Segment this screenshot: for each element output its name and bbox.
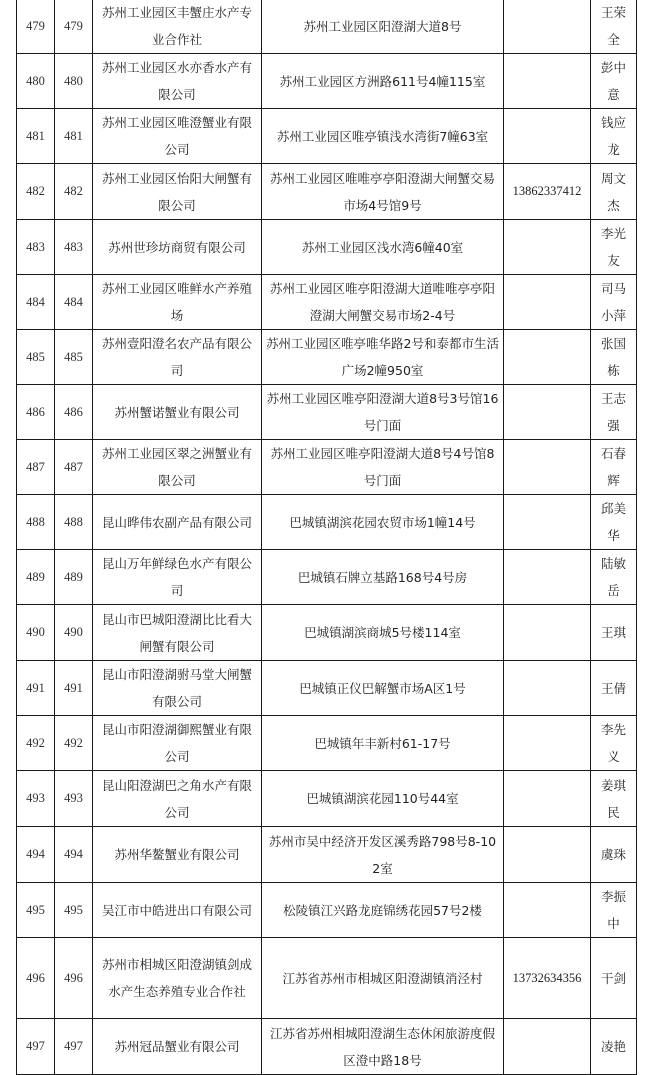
address-cell: 苏州工业园区阳澄湖大道8号 [262, 0, 504, 54]
contact-name-cell: 王荣全 [591, 0, 637, 54]
company-name-cell: 苏州壹阳澄名农产品有限公司 [93, 330, 262, 385]
phone-cell [504, 550, 591, 605]
phone-cell [504, 883, 591, 938]
contact-name-cell: 李振中 [591, 883, 637, 938]
row-seq-cell: 486 [17, 385, 55, 440]
row-seq-cell: 483 [17, 220, 55, 275]
company-name-cell: 苏州华鳌蟹业有限公司 [93, 827, 262, 883]
contact-name-cell: 张国栋 [591, 330, 637, 385]
contact-name-cell: 邱美华 [591, 495, 637, 550]
table-row [17, 827, 637, 883]
company-name-cell: 昆山市巴城阳澄湖比比看大闸蟹有限公司 [93, 605, 262, 661]
address-cell: 苏州工业园区唯唯亭亭阳澄湖大闸蟹交易市场4号馆9号 [262, 164, 504, 220]
enterprise-table [16, 0, 637, 1075]
row-seq-cell: 495 [17, 883, 55, 938]
table-row [17, 0, 637, 54]
contact-name-cell: 凌艳 [591, 1019, 637, 1075]
phone-cell [504, 54, 591, 109]
row-seq-cell: 489 [17, 550, 55, 605]
table-row [17, 716, 637, 771]
address-cell: 巴城镇湖滨花园110号44室 [262, 771, 504, 827]
table-row [17, 661, 637, 716]
address-cell: 苏州工业园区唯亭阳澄湖大道8号4号馆8号门面 [262, 440, 504, 495]
contact-name-cell: 钱应龙 [591, 109, 637, 164]
contact-name-cell: 彭中意 [591, 54, 637, 109]
phone-cell [504, 330, 591, 385]
row-id-cell: 488 [55, 495, 93, 550]
phone-cell [504, 661, 591, 716]
company-name-cell: 苏州工业园区水亦香水产有限公司 [93, 54, 262, 109]
company-name-cell: 苏州工业园区翠之洲蟹业有限公司 [93, 440, 262, 495]
table-row [17, 109, 637, 164]
company-name-cell: 昆山阳澄湖巴之角水产有限公司 [93, 771, 262, 827]
row-seq-cell: 491 [17, 661, 55, 716]
row-id-cell: 496 [55, 938, 93, 1019]
contact-name-cell: 王倩 [591, 661, 637, 716]
table-row [17, 883, 637, 938]
row-id-cell: 490 [55, 605, 93, 661]
company-name-cell: 苏州工业园区唯鲜水产养殖场 [93, 275, 262, 330]
row-id-cell: 485 [55, 330, 93, 385]
row-seq-cell: 497 [17, 1019, 55, 1075]
table-row [17, 220, 637, 275]
contact-name-cell: 干剑 [591, 938, 637, 1019]
company-name-cell: 吴江市中皓进出口有限公司 [93, 883, 262, 938]
address-cell: 苏州工业园区唯亭阳澄湖大道8号3号馆16号门面 [262, 385, 504, 440]
row-seq-cell: 488 [17, 495, 55, 550]
row-seq-cell: 480 [17, 54, 55, 109]
contact-name-cell: 王琪 [591, 605, 637, 661]
address-cell: 苏州工业园区唯亭唯华路2号和泰都市生活广场2幢950室 [262, 330, 504, 385]
table-row [17, 330, 637, 385]
row-id-cell: 494 [55, 827, 93, 883]
company-name-cell: 苏州世珍坊商贸有限公司 [93, 220, 262, 275]
row-id-cell: 479 [55, 0, 93, 54]
company-name-cell: 苏州工业园区唯澄蟹业有限公司 [93, 109, 262, 164]
company-name-cell: 苏州市相城区阳澄湖镇剑成水产生态养殖专业合作社 [93, 938, 262, 1019]
table-row [17, 440, 637, 495]
phone-cell [504, 220, 591, 275]
address-cell: 苏州工业园区浅水湾6幢40室 [262, 220, 504, 275]
row-id-cell: 492 [55, 716, 93, 771]
phone-cell [504, 771, 591, 827]
row-id-cell: 480 [55, 54, 93, 109]
row-id-cell: 495 [55, 883, 93, 938]
contact-name-cell: 虞珠 [591, 827, 637, 883]
company-name-cell: 昆山市阳澄湖驸马堂大闸蟹有限公司 [93, 661, 262, 716]
row-seq-cell: 490 [17, 605, 55, 661]
contact-name-cell: 李先义 [591, 716, 637, 771]
phone-cell [504, 495, 591, 550]
row-seq-cell: 485 [17, 330, 55, 385]
phone-cell: 13732634356 [504, 938, 591, 1019]
contact-name-cell: 周文杰 [591, 164, 637, 220]
row-id-cell: 493 [55, 771, 93, 827]
table-row [17, 275, 637, 330]
row-seq-cell: 496 [17, 938, 55, 1019]
row-id-cell: 484 [55, 275, 93, 330]
company-name-cell: 苏州工业园区丰蟹庄水产专业合作社 [93, 0, 262, 54]
phone-cell [504, 605, 591, 661]
row-id-cell: 497 [55, 1019, 93, 1075]
company-name-cell: 苏州冠品蟹业有限公司 [93, 1019, 262, 1075]
row-id-cell: 481 [55, 109, 93, 164]
row-id-cell: 491 [55, 661, 93, 716]
contact-name-cell: 王志强 [591, 385, 637, 440]
phone-cell [504, 0, 591, 54]
company-name-cell: 昆山万年鲜绿色水产有限公司 [93, 550, 262, 605]
company-name-cell: 苏州蟹诺蟹业有限公司 [93, 385, 262, 440]
row-seq-cell: 479 [17, 0, 55, 54]
row-seq-cell: 494 [17, 827, 55, 883]
contact-name-cell: 司马小萍 [591, 275, 637, 330]
row-id-cell: 483 [55, 220, 93, 275]
row-seq-cell: 487 [17, 440, 55, 495]
row-seq-cell: 492 [17, 716, 55, 771]
table-row [17, 495, 637, 550]
row-seq-cell: 484 [17, 275, 55, 330]
address-cell: 巴城镇石牌立基路168号4号房 [262, 550, 504, 605]
address-cell: 江苏省苏州市相城区阳澄湖镇消泾村 [262, 938, 504, 1019]
table-row [17, 605, 637, 661]
company-name-cell: 苏州工业园区怡阳大闸蟹有限公司 [93, 164, 262, 220]
row-id-cell: 486 [55, 385, 93, 440]
phone-cell: 13862337412 [504, 164, 591, 220]
address-cell: 巴城镇正仪巴解蟹市场A区1号 [262, 661, 504, 716]
contact-name-cell: 陆敏岳 [591, 550, 637, 605]
phone-cell [504, 1019, 591, 1075]
table-row [17, 550, 637, 605]
phone-cell [504, 716, 591, 771]
address-cell: 江苏省苏州相城阳澄湖生态休闲旅游度假区澄中路18号 [262, 1019, 504, 1075]
phone-cell [504, 109, 591, 164]
phone-cell [504, 275, 591, 330]
contact-name-cell: 石春辉 [591, 440, 637, 495]
address-cell: 苏州工业园区方洲路611号4幢115室 [262, 54, 504, 109]
address-cell: 苏州市吴中经济开发区溪秀路798号8-102室 [262, 827, 504, 883]
phone-cell [504, 385, 591, 440]
address-cell: 苏州工业园区唯亭镇浅水湾街7幢63室 [262, 109, 504, 164]
row-id-cell: 489 [55, 550, 93, 605]
row-id-cell: 482 [55, 164, 93, 220]
company-name-cell: 昆山市阳澄湖御熙蟹业有限公司 [93, 716, 262, 771]
address-cell: 巴城镇湖滨花园农贸市场1幢14号 [262, 495, 504, 550]
company-name-cell: 昆山晔伟农副产品有限公司 [93, 495, 262, 550]
table-row [17, 385, 637, 440]
table-row [17, 771, 637, 827]
row-seq-cell: 481 [17, 109, 55, 164]
row-seq-cell: 482 [17, 164, 55, 220]
phone-cell [504, 827, 591, 883]
address-cell: 巴城镇湖滨商城5号楼114室 [262, 605, 504, 661]
table-body [17, 0, 637, 1075]
address-cell: 苏州工业园区唯亭阳澄湖大道唯唯亭亭阳澄湖大闸蟹交易市场2-4号 [262, 275, 504, 330]
phone-cell [504, 440, 591, 495]
contact-name-cell: 李光友 [591, 220, 637, 275]
row-seq-cell: 493 [17, 771, 55, 827]
table-row [17, 54, 637, 109]
table-row [17, 164, 637, 220]
contact-name-cell: 姜琪民 [591, 771, 637, 827]
row-id-cell: 487 [55, 440, 93, 495]
address-cell: 松陵镇江兴路龙庭锦绣花园57号2楼 [262, 883, 504, 938]
document-page [16, 0, 636, 1075]
table-row [17, 938, 637, 1019]
table-row [17, 1019, 637, 1075]
address-cell: 巴城镇年丰新村61-17号 [262, 716, 504, 771]
